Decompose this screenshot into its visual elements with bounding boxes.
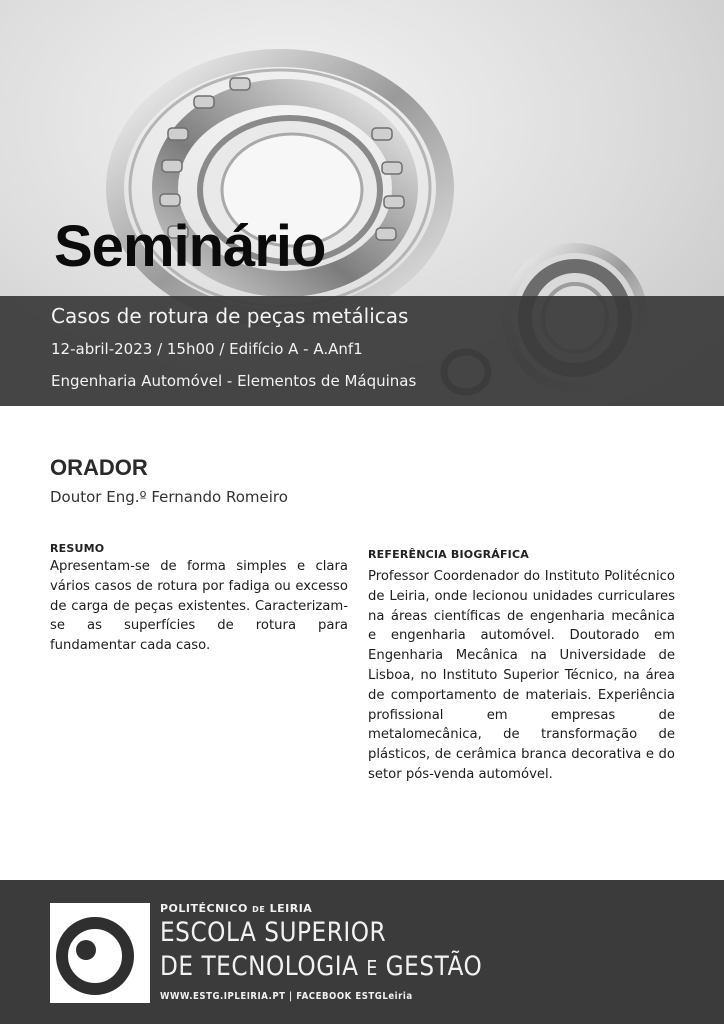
course-name: Engenharia Automóvel - Elementos de Máquinas <box>51 372 417 390</box>
speaker-heading: ORADOR <box>50 455 148 480</box>
resumo-text: Apresentam-se de forma simples e clara vários casos de rotura por fadiga ou excesso de carga de peças existentes. Caracterizam-se as superfícies de rotura para fundamentar cada caso. <box>50 559 348 654</box>
seminar-title: Seminário <box>54 214 326 279</box>
estg-logo-icon <box>50 903 150 1003</box>
footer-links[interactable]: WWW.ESTG.IPLEIRIA.PT | FACEBOOK ESTGLeiria <box>160 991 413 1002</box>
event-date-location: 12-abril-2023 / 15h00 / Edifício A - A.Anf1 <box>51 340 363 358</box>
school-name-line2: DE TECNOLOGIA E GESTÃO <box>160 951 483 982</box>
seminar-subtitle: Casos de rotura de peças metálicas <box>51 304 409 328</box>
bio-text: Professor Coordenador do Instituto Politécnico de Leiria, onde lecionou unidades curriculares na áreas científicas de engenharia mecânica e engenharia automóvel. Doutorado em Engenharia Mecânica na Universidade de Lisboa, no Instituto Superior Técnico, na área de comportamento de materiais. Experiência profissional em empresas de metalomecânica, de transformação de plásticos, de cerâmica branca decorativa e do setor pós-venda automóvel. <box>368 569 675 782</box>
school-name-line1: ESCOLA SUPERIOR <box>160 917 387 948</box>
institution-name: POLITÉCNICO DE LEIRIA <box>160 902 313 915</box>
speaker-name: Doutor Eng.º Fernando Romeiro <box>50 488 288 506</box>
large-bearing <box>115 58 445 318</box>
bio-label: REFERÊNCIA BIOGRÁFICA <box>368 548 529 561</box>
resumo-label: RESUMO <box>50 542 105 555</box>
